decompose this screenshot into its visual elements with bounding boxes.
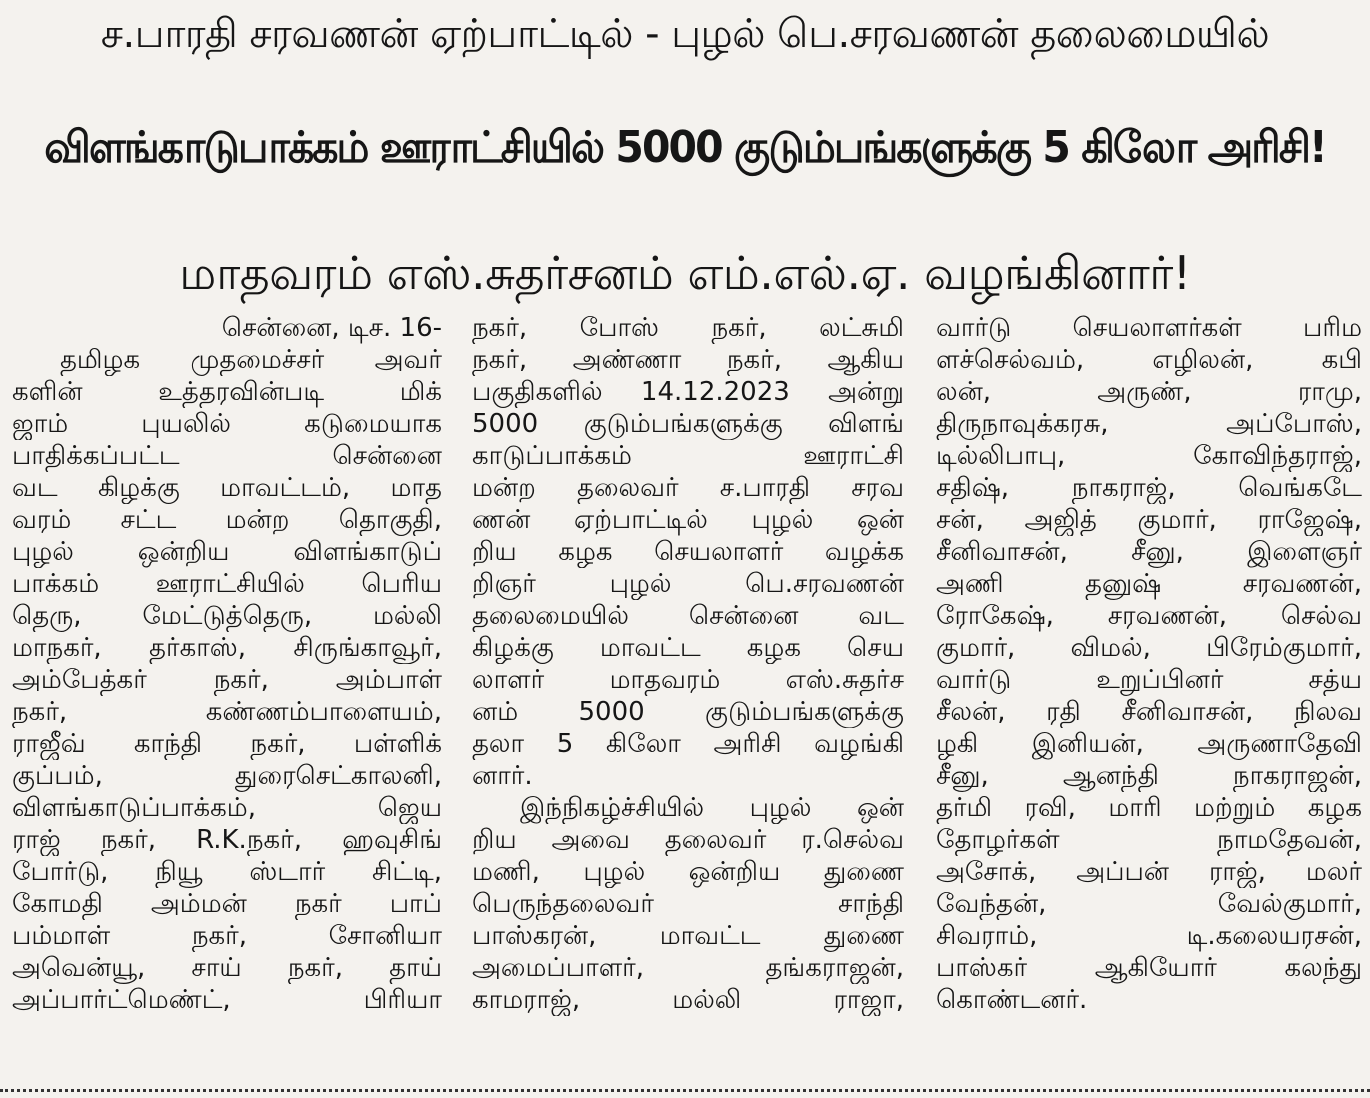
body-line: வரம் சட்ட மன்ற தொகுதி, <box>12 505 442 535</box>
body-line: சீனு, ஆனந்தி நாகராஜன், <box>936 761 1362 791</box>
body-line: நகர், கண்ணம்பாளையம், <box>12 697 442 727</box>
body-line: நகர், அண்ணா நகர், ஆகிய <box>472 345 904 375</box>
body-line: குமார், விமல், பிரேம்குமார், <box>936 633 1362 663</box>
body-line: அம்பேத்கர் நகர், அம்பாள் <box>12 665 442 695</box>
body-line: றிய கழக செயலாளர் வழக்க <box>472 537 904 567</box>
body-line: பாக்கம் ஊராட்சியில் பெரிய <box>12 569 442 599</box>
body-line: அணி தனுஷ் சரவணன், <box>936 569 1362 599</box>
body-line: சீலன், ரதி சீனிவாசன், நிலவ <box>936 697 1362 727</box>
body-line: தலா 5 கிலோ அரிசி வழங்கி <box>472 729 904 759</box>
body-line: டில்லிபாபு, கோவிந்தராஜ், <box>936 441 1362 471</box>
body-line: ணன் ஏற்பாட்டில் புழல் ஒன் <box>472 505 904 535</box>
body-line: சன், அஜித் குமார், ராஜேஷ், <box>936 505 1362 535</box>
body-line: ராஜ் நகர், R.K.நகர், ஹவுசிங் <box>12 825 442 855</box>
body-line: தர்மி ரவி, மாரி மற்றும் கழக <box>936 793 1362 823</box>
body-line: கோமதி அம்மன் நகர் பாப் <box>12 889 442 919</box>
body-line: வார்டு உறுப்பினர் சத்ய <box>936 665 1362 695</box>
body-line: வட கிழக்கு மாவட்டம், மாத <box>12 473 442 503</box>
body-line: னம் 5000 குடும்பங்களுக்கு <box>472 697 904 727</box>
body-line: அமைப்பாளர், தங்கராஜன், <box>472 953 904 983</box>
body-line: கிழக்கு மாவட்ட கழக செய <box>472 633 904 663</box>
body-line: மன்ற தலைவர் ச.பாரதி சரவ <box>472 473 904 503</box>
body-line: புழல் ஒன்றிய விளங்காடுப் <box>12 537 442 567</box>
body-line: தோழர்கள் நாமதேவன், <box>936 825 1362 855</box>
body-line: பாதிக்கப்பட்ட சென்னை <box>12 441 442 471</box>
body-line: ரோகேஷ், சரவணன், செல்வ <box>936 601 1362 631</box>
body-line: இந்நிகழ்ச்சியில் புழல் ஒன் <box>520 793 904 823</box>
body-line: விளங்காடுப்பாக்கம், ஜெய <box>12 793 442 823</box>
body-line: பாஸ்கர் ஆகியோர் கலந்து <box>936 953 1362 983</box>
body-line: குப்பம், துரைசெட்காலனி, <box>12 761 442 791</box>
body-line: திருநாவுக்கரசு, அப்போஸ், <box>936 409 1362 439</box>
body-line: தெரு, மேட்டுத்தெரு, மல்லி <box>12 601 442 631</box>
bottom-divider <box>0 1089 1370 1092</box>
body-line: நகர், போஸ் நகர், லட்சுமி <box>472 313 904 343</box>
body-line: ளச்செல்வம், எழிலன், கபி <box>936 345 1362 375</box>
body-line: ஜாம் புயலில் கடுமையாக <box>12 409 442 439</box>
body-line: தமிழக முதமைச்சர் அவர் <box>60 345 442 375</box>
body-line: சதிஷ், நாகராஜ், வெங்கடே <box>936 473 1362 503</box>
body-line: போர்டு, நியூ ஸ்டார் சிட்டி, <box>12 857 442 887</box>
body-line: சிவராம், டி.கலையரசன், <box>936 921 1362 951</box>
body-line: அசோக், அப்பன் ராஜ், மலர் <box>936 857 1362 887</box>
dateline: சென்னை, டிச. 16- <box>221 313 442 343</box>
body-line: ழகி இனியன், அருணாதேவி <box>936 729 1362 759</box>
kicker-line: ச.பாரதி சரவணன் ஏற்பாட்டில் - புழல் பெ.சரவணன் தலைமையில் <box>100 11 1270 57</box>
body-line: னார். <box>472 761 533 791</box>
body-line: லன், அருண், ராமு, <box>936 377 1362 407</box>
body-line: 5000 குடும்பங்களுக்கு விளங் <box>472 409 904 439</box>
body-line: தலைமையில் சென்னை வட <box>472 601 904 631</box>
body-line: மாநகர், தர்காஸ், சிருங்காவூர், <box>12 633 442 663</box>
body-line: கொண்டனர். <box>936 985 1088 1015</box>
column-1 <box>12 312 442 1082</box>
body-line: களின் உத்தரவின்படி மிக் <box>12 377 442 407</box>
body-line: லாளர் மாதவரம் எஸ்.சுதர்ச <box>472 665 904 695</box>
body-line: பெருந்தலைவர் சாந்தி <box>472 889 904 919</box>
column-3 <box>936 312 1362 1082</box>
article-body <box>0 312 1370 1082</box>
body-line: வார்டு செயலாளர்கள் பரிம <box>936 313 1362 343</box>
body-line: அப்பார்ட்மெண்ட், பிரியா <box>12 985 442 1015</box>
body-line: றிய அவை தலைவர் ர.செல்வ <box>472 825 904 855</box>
body-line: பம்மாள் நகர், சோனியா <box>12 921 442 951</box>
body-line: பகுதிகளில் 14.12.2023 அன்று <box>472 377 904 407</box>
column-2 <box>472 312 904 1082</box>
body-line: றிஞர் புழல் பெ.சரவணன் <box>472 569 904 599</box>
body-line: காடுப்பாக்கம் ஊராட்சி <box>472 441 904 471</box>
subheadline: மாதவரம் எஸ்.சுதர்சனம் எம்.எல்.ஏ. வழங்கினார்! <box>179 246 1191 300</box>
body-line: அவென்யூ, சாய் நகர், தாய் <box>12 953 442 983</box>
body-line: பாஸ்கரன், மாவட்ட துணை <box>472 921 904 951</box>
body-line: காமராஜ், மல்லி ராஜா, <box>472 985 904 1015</box>
headline: விளங்காடுபாக்கம் ஊராட்சியில் 5000 குடும்பங்களுக்கு 5 கிலோ அரிசி! <box>44 123 1326 173</box>
body-line: சீனிவாசன், சீனு, இளைஞர் <box>936 537 1362 567</box>
body-line: மணி, புழல் ஒன்றிய துணை <box>472 857 904 887</box>
body-line: ராஜீவ் காந்தி நகர், பள்ளிக் <box>12 729 442 759</box>
body-line: வேந்தன், வேல்குமார், <box>936 889 1362 919</box>
